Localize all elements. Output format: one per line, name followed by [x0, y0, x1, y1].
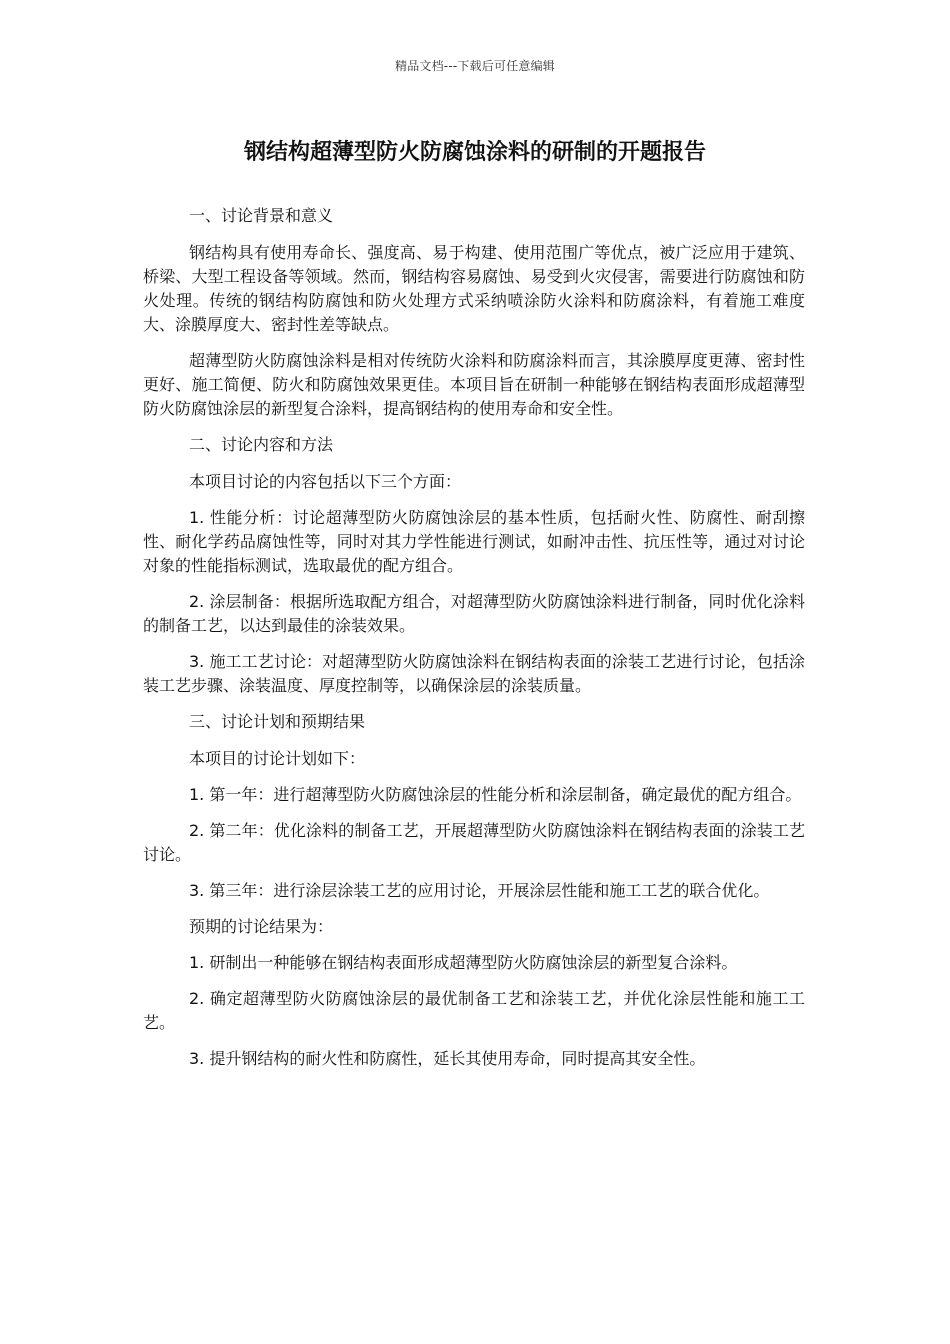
list-item-plan-2: 2. 第二年：优化涂料的制备工艺，开展超薄型防火防腐蚀涂料在钢结构表面的涂装工艺讨论。 — [143, 821, 805, 864]
paragraph-plan-intro: 本项目的讨论计划如下： — [189, 749, 366, 768]
section-heading-background: 一、讨论背景和意义 — [189, 206, 334, 225]
list-item-content-3: 3. 施工工艺讨论：对超薄型防火防腐蚀涂料在钢结构表面的涂装工艺进行讨论，包括涂装工艺步骤、涂装温度、厚度控制等，以确保涂层的涂装质量。 — [143, 652, 805, 695]
section-heading-content: 二、讨论内容和方法 — [189, 435, 334, 454]
header-note: 精品文档---下载后可任意编辑 — [395, 59, 555, 73]
list-item-results-3: 3. 提升钢结构的耐火性和防腐性，延长其使用寿命，同时提高其安全性。 — [189, 1049, 706, 1068]
paragraph-content-intro: 本项目讨论的内容包括以下三个方面： — [189, 472, 462, 491]
list-item-content-2: 2. 涂层制备：根据所选取配方组合，对超薄型防火防腐蚀涂料进行制备，同时优化涂料的制备工艺，以达到最佳的涂装效果。 — [143, 592, 805, 635]
paragraph-background-1: 钢结构具有使用寿命长、强度高、易于构建、使用范围广等优点，被广泛应用于建筑、桥梁、大型工程设备等领域。然而，钢结构容易腐蚀、易受到火灾侵害，需要进行防腐蚀和防火处理。传统的钢结构防腐蚀和防火处理方式采纳喷涂防火涂料和防腐涂料，有着施工难度大、涂膜厚度大、密封性差等缺点。 — [143, 243, 805, 334]
list-item-plan-1: 1. 第一年：进行超薄型防火防腐蚀涂层的性能分析和涂层制备，确定最优的配方组合。 — [189, 785, 802, 804]
list-item-plan-3: 3. 第三年：进行涂层涂装工艺的应用讨论，开展涂层性能和施工工艺的联合优化。 — [189, 881, 770, 900]
list-item-results-2: 2. 确定超薄型防火防腐蚀涂层的最优制备工艺和涂装工艺，并优化涂层性能和施工工艺。 — [143, 989, 805, 1032]
paragraph-results-intro: 预期的讨论结果为： — [189, 917, 334, 936]
document-title: 钢结构超薄型防火防腐蚀涂料的研制的开题报告 — [243, 140, 706, 165]
section-heading-plan: 三、讨论计划和预期结果 — [189, 712, 366, 731]
list-item-content-1: 1. 性能分析：讨论超薄型防火防腐蚀涂层的基本性质，包括耐火性、防腐性、耐刮擦性、耐化学药品腐蚀性等，同时对其力学性能进行测试，如耐冲击性、抗压性等，通过对讨论对象的性能指标测试，选取最优的配方组合。 — [143, 508, 805, 575]
document-body — [143, 204, 805, 1083]
list-item-results-1: 1. 研制出一种能够在钢结构表面形成超薄型防火防腐蚀涂层的新型复合涂料。 — [189, 953, 738, 972]
paragraph-background-2: 超薄型防火防腐蚀涂料是相对传统防火涂料和防腐涂料而言，其涂膜厚度更薄、密封性更好、施工简便、防火和防腐蚀效果更佳。本项目旨在研制一种能够在钢结构表面形成超薄型防火防腐蚀涂层的新型复合涂料，提高钢结构的使用寿命和安全性。 — [143, 351, 805, 418]
